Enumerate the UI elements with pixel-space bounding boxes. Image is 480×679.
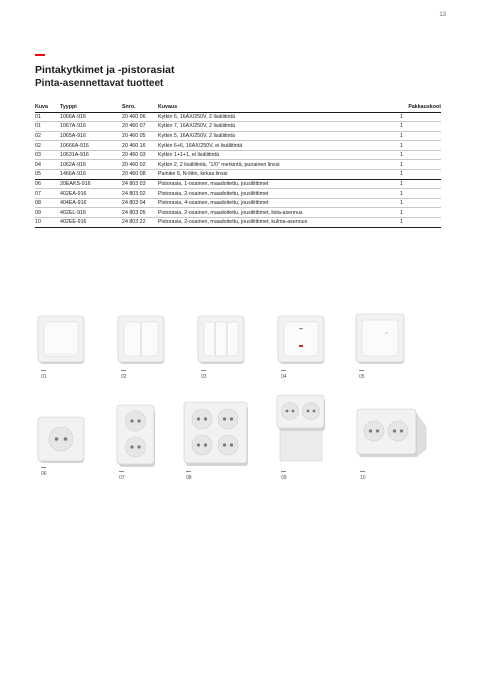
page-subtitle: Pinta-asennettavat tuotteet [35, 78, 164, 89]
cell-snro: 24 803 05 [122, 208, 158, 218]
label-dash [281, 471, 286, 472]
table-row [35, 218, 441, 228]
cell-tyyppi: 1066A-916 [60, 112, 122, 122]
cell-kuva: 08 [35, 198, 60, 208]
cell-tyyppi: 1067A-916 [60, 122, 122, 132]
cell-pakkauskoot: 1 [380, 170, 441, 180]
cell-snro: 24 803 03 [122, 179, 158, 189]
cell-tyyppi: 1466A-916 [60, 170, 122, 180]
cell-kuva: 04 [35, 160, 60, 170]
cell-kuvaus: Kytkin 2, 2 lisäliitintä, "1/0" merkintä, punainen linssi [158, 160, 380, 170]
cell-kuva: 02 [35, 141, 60, 151]
label-dash [41, 370, 46, 371]
cell-snro: 20 460 08 [122, 170, 158, 180]
cell-kuva: 10 [35, 218, 60, 228]
cell-pakkauskoot: 1 [380, 160, 441, 170]
cell-kuva: 07 [35, 189, 60, 199]
cell-pakkauskoot: 1 [380, 218, 441, 228]
table-row [35, 112, 441, 122]
product-image-08 [183, 400, 251, 468]
column-header-tyyppi: Tyyppi [60, 103, 122, 112]
cell-pakkauskoot: 1 [380, 131, 441, 141]
cell-snro: 20 460 06 [122, 112, 158, 122]
cell-tyyppi: 10631A-916 [60, 150, 122, 160]
cell-tyyppi: 1065A-916 [60, 131, 122, 141]
cell-kuvaus: Kytkin 1+1+1, ei lisäliitintä [158, 150, 380, 160]
table-row [35, 150, 441, 160]
page-number: 13 [439, 12, 446, 18]
cell-kuva: 02 [35, 131, 60, 141]
cell-snro: 24 803 02 [122, 189, 158, 199]
column-header-pakkauskoot: Pakkauskoot [380, 103, 441, 112]
cell-tyyppi: 402EE-916 [60, 218, 122, 228]
cell-snro: 20 460 16 [122, 141, 158, 151]
cell-snro: 20 460 03 [122, 150, 158, 160]
table-row [35, 160, 441, 170]
label-dash [121, 370, 126, 371]
cell-snro: 24 803 22 [122, 218, 158, 228]
cell-pakkauskoot: 1 [380, 208, 441, 218]
table-row [35, 189, 441, 199]
cell-tyyppi: 404EA-916 [60, 198, 122, 208]
cell-pakkauskoot: 1 [380, 141, 441, 151]
cell-tyyppi: 402EA-916 [60, 189, 122, 199]
cell-kuvaus: Kytkin 6, 16AX/250V, 2 lisäliitintä [158, 112, 380, 122]
label-dash [281, 370, 286, 371]
cell-kuva: 01 [35, 122, 60, 132]
label-dash [201, 370, 206, 371]
cell-tyyppi: 10666A-916 [60, 141, 122, 151]
table-row [35, 208, 441, 218]
cell-kuvaus: Kytkin 7, 16AX/250V, 2 lisäliitintä [158, 122, 380, 132]
product-label-08: 08 [186, 475, 192, 481]
cell-kuva: 05 [35, 170, 60, 180]
product-label-07: 07 [119, 475, 125, 481]
cell-kuva: 09 [35, 208, 60, 218]
product-image-04 [277, 314, 327, 366]
table-row [35, 131, 441, 141]
cell-snro: 20 460 02 [122, 160, 158, 170]
column-header-kuva: Kuva [35, 103, 60, 112]
label-dash [359, 370, 364, 371]
cell-snro: 24 803 04 [122, 198, 158, 208]
product-label-01: 01 [41, 374, 47, 380]
product-label-05: 05 [359, 374, 365, 380]
cell-kuva: 01 [35, 112, 60, 122]
cell-tyyppi: 402EL-916 [60, 208, 122, 218]
cell-snro: 20 460 05 [122, 131, 158, 141]
label-dash [186, 471, 191, 472]
product-label-02: 02 [121, 374, 127, 380]
product-label-10: 10 [360, 475, 366, 481]
table-body [35, 112, 441, 227]
page-title: Pintakytkimet ja -pistorasiat [35, 64, 175, 76]
table-row [35, 122, 441, 132]
product-image-07 [116, 403, 158, 469]
table-header-row [35, 103, 441, 112]
cell-pakkauskoot: 1 [380, 150, 441, 160]
cell-pakkauskoot: 1 [380, 112, 441, 122]
product-label-06: 06 [41, 471, 47, 477]
cell-snro: 20 460 07 [122, 122, 158, 132]
label-dash [360, 471, 365, 472]
product-label-09: 09 [281, 475, 287, 481]
product-image-02 [117, 314, 167, 366]
cell-pakkauskoot: 1 [380, 179, 441, 189]
table-row [35, 179, 441, 189]
table-row [35, 198, 441, 208]
product-label-03: 03 [201, 374, 207, 380]
product-image-01 [37, 314, 87, 366]
product-image-10 [356, 405, 428, 461]
table-row [35, 141, 441, 151]
product-image-06 [37, 415, 87, 465]
column-header-kuvaus: Kuvaus [158, 103, 380, 112]
accent-bar [35, 54, 45, 56]
cell-kuva: 03 [35, 150, 60, 160]
cell-kuva: 06 [35, 179, 60, 189]
cell-pakkauskoot: 1 [380, 198, 441, 208]
cell-kuvaus: Pistorasia, 2-osainen, maadoitettu, jousiliittimet [158, 189, 380, 199]
label-dash [41, 467, 46, 468]
cell-kuvaus: Pistorasia, 2-osainen, maadoitettu, jousiliittimet, kulma-asennus [158, 218, 380, 228]
product-label-04: 04 [281, 374, 287, 380]
table-row [35, 170, 441, 180]
product-image-05 [355, 312, 407, 366]
cell-kuvaus: Pistorasia, 2-osainen, maadoitettu, jousiliittimet, lista-asennus [158, 208, 380, 218]
cell-tyyppi: 1062A-916 [60, 160, 122, 170]
cell-pakkauskoot: 1 [380, 122, 441, 132]
cell-pakkauskoot: 1 [380, 189, 441, 199]
column-header-snro: Snro. [122, 103, 158, 112]
product-image-09 [276, 393, 326, 465]
cell-tyyppi: 20EAKS-916 [60, 179, 122, 189]
product-image-03 [197, 314, 247, 366]
cell-kuvaus: Painike 6, N-liitin, kirkas linssi [158, 170, 380, 180]
label-dash [119, 471, 124, 472]
product-table [35, 103, 441, 228]
cell-kuvaus: Pistorasia, 4-osainen, maadoitettu, jousiliittimet [158, 198, 380, 208]
cell-kuvaus: Kytkin 6+6, 16AX/250V, ei lisäliitintä [158, 141, 380, 151]
cell-kuvaus: Kytkin 5, 16AX/250V, 2 lisäliitintä [158, 131, 380, 141]
cell-kuvaus: Pistorasia, 1-osainen, maadoitettu, jousiliittimet [158, 179, 380, 189]
